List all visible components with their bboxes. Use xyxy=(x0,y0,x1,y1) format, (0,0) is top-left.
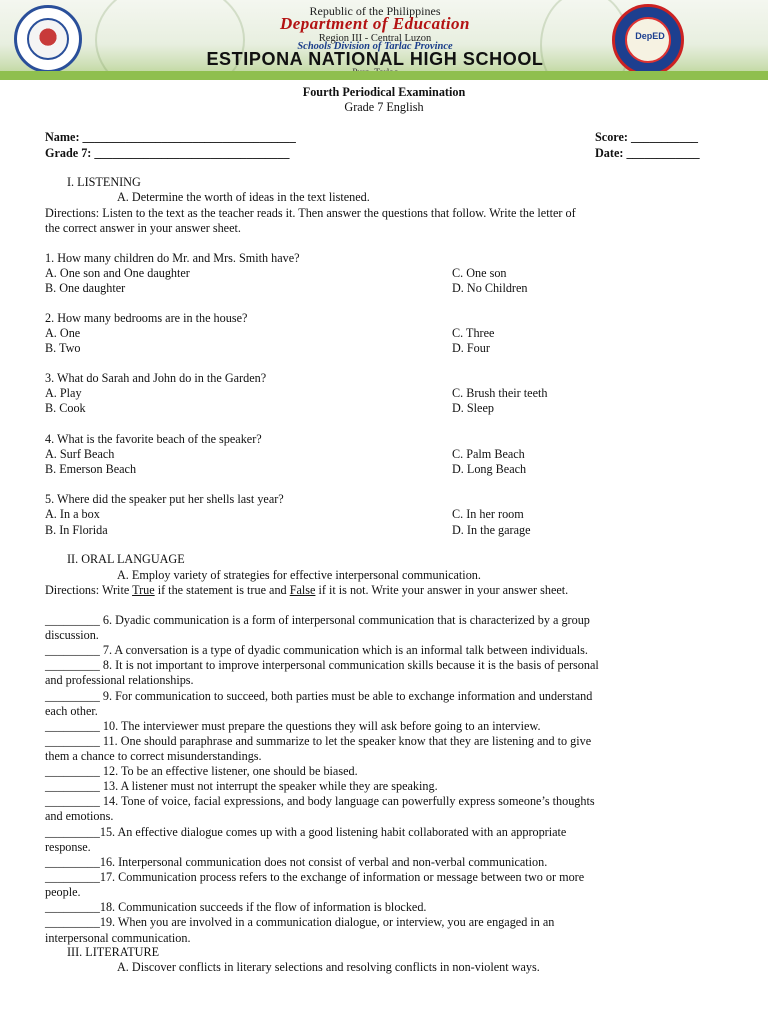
question-text: 3. What do Sarah and John do in the Garden? xyxy=(45,371,267,385)
tf-item-line: and emotions. xyxy=(45,809,114,823)
section-heading-oral-language: II. ORAL LANGUAGE xyxy=(67,552,185,566)
section-sub-literature: A. Discover conflicts in literary selections and resolving conflicts in non-violent ways. xyxy=(117,960,540,974)
school-seal-logo: DepED xyxy=(612,4,684,76)
tf-item-line: response. xyxy=(45,840,91,854)
tf-item-line: them a chance to correct misunderstandings. xyxy=(45,749,262,763)
section-sub-oral-language: A. Employ variety of strategies for effective interpersonal communication. xyxy=(117,568,481,582)
directions-line: Directions: Listen to the text as the teacher reads it. Then answer the questions that follow. Write the letter of xyxy=(45,206,576,220)
tf-item-line: _________17. Communication process refers to the exchange of information or message between two or more xyxy=(45,870,585,884)
score-field[interactable]: Score: ___________ xyxy=(595,130,699,144)
header-department: Department of Education xyxy=(279,14,470,33)
option-b: B. In Florida xyxy=(45,523,108,537)
tf-item-line: _________18. Communication succeeds if the flow of information is blocked. xyxy=(45,900,427,914)
tf-item-line: and professional relationships. xyxy=(45,673,194,687)
option-d: D. Sleep xyxy=(452,401,494,415)
tf-item-line: _________19. When you are involved in a communication dialogue, or interview, you are engaged in an xyxy=(45,915,555,929)
option-c: C. In her room xyxy=(452,507,524,521)
option-b: B. Emerson Beach xyxy=(45,462,137,476)
option-a: A. Play xyxy=(45,386,82,400)
tf-item-line: _________ 14. Tone of voice, facial expressions, and body language can powerfully express someone’s thoughts xyxy=(45,794,595,808)
tf-item-line: _________16. Interpersonal communication does not consist of verbal and non-verbal communication. xyxy=(45,855,548,869)
tf-item-line: _________ 12. To be an effective listener, one should be biased. xyxy=(45,764,358,778)
section-heading-literature: III. LITERATURE xyxy=(67,945,160,959)
tf-item-line: _________ 7. A conversation is a type of dyadic communication which is an informal talk between individuals. xyxy=(45,643,588,657)
question-text: 1. How many children do Mr. and Mrs. Smith have? xyxy=(45,251,300,265)
question-text: 5. Where did the speaker put her shells last year? xyxy=(45,492,284,506)
section-heading-listening: I. LISTENING xyxy=(67,175,141,189)
option-d: D. No Children xyxy=(452,281,528,295)
tf-item-line: _________ 9. For communication to succeed, both parties must be able to exchange information and understand xyxy=(45,689,593,703)
option-a: A. In a box xyxy=(45,507,100,521)
tf-item-line: discussion. xyxy=(45,628,99,642)
option-c: C. Palm Beach xyxy=(452,447,525,461)
option-d: D. In the garage xyxy=(452,523,531,537)
option-d: D. Long Beach xyxy=(452,462,527,476)
option-d: D. Four xyxy=(452,341,490,355)
option-a: A. One son and One daughter xyxy=(45,266,190,280)
section-sub-listening: A. Determine the worth of ideas in the text listened. xyxy=(117,190,370,204)
tf-item-line: _________ 13. A listener must not interrupt the speaker while they are speaking. xyxy=(45,779,438,793)
tf-item-line: _________15. An effective dialogue comes up with a good listening habit collaborated with an appropriate xyxy=(45,825,567,839)
header-banner xyxy=(0,0,768,80)
exam-title: Fourth Periodical Examination xyxy=(302,85,466,99)
grade-field[interactable]: Grade 7: ________________________________ xyxy=(45,146,290,160)
option-b: B. Cook xyxy=(45,401,86,415)
false-keyword: False xyxy=(289,583,316,597)
exam-subtitle: Grade 7 English xyxy=(344,100,424,114)
option-c: C. Brush their teeth xyxy=(452,386,548,400)
option-c: C. Three xyxy=(452,326,495,340)
header-strip xyxy=(0,71,768,80)
question-text: 4. What is the favorite beach of the speaker? xyxy=(45,432,262,446)
option-b: B. Two xyxy=(45,341,81,355)
question-text: 2. How many bedrooms are in the house? xyxy=(45,311,248,325)
option-a: A. One xyxy=(45,326,81,340)
tf-item-line: each other. xyxy=(45,704,98,718)
header-republic: Republic of the Philippines xyxy=(309,4,441,18)
tf-item-line: interpersonal communication. xyxy=(45,931,191,945)
deped-seal-logo xyxy=(14,5,82,73)
tf-item-line: _________ 8. It is not important to improve interpersonal communication skills because it is the basis of personal xyxy=(45,658,599,672)
directions-line: the correct answer in your answer sheet. xyxy=(45,221,241,235)
name-field[interactable]: Name: ___________________________________ xyxy=(45,130,296,144)
true-keyword: True xyxy=(132,583,155,597)
tf-item-line: _________ 6. Dyadic communication is a form of interpersonal communication that is characterized by a group xyxy=(45,613,590,627)
tf-item-line: people. xyxy=(45,885,81,899)
option-c: C. One son xyxy=(452,266,507,280)
tf-item-line: _________ 11. One should paraphrase and summarize to let the speaker know that they are listening and to give xyxy=(45,734,592,748)
header-school-name: ESTIPONA NATIONAL HIGH SCHOOL xyxy=(206,49,544,69)
option-a: A. Surf Beach xyxy=(45,447,115,461)
header-division: Schools Division of Tarlac Province xyxy=(297,41,453,52)
tf-item-line: _________ 10. The interviewer must prepare the questions they will ask before going to an interview. xyxy=(45,719,541,733)
option-b: B. One daughter xyxy=(45,281,126,295)
directions-line: Directions: Write True if the statement is true and False if it is not. Write your answer in your answer sheet. xyxy=(45,583,569,597)
date-field[interactable]: Date: ____________ xyxy=(595,146,700,160)
header-region: Region III - Central Luzon xyxy=(318,33,432,44)
